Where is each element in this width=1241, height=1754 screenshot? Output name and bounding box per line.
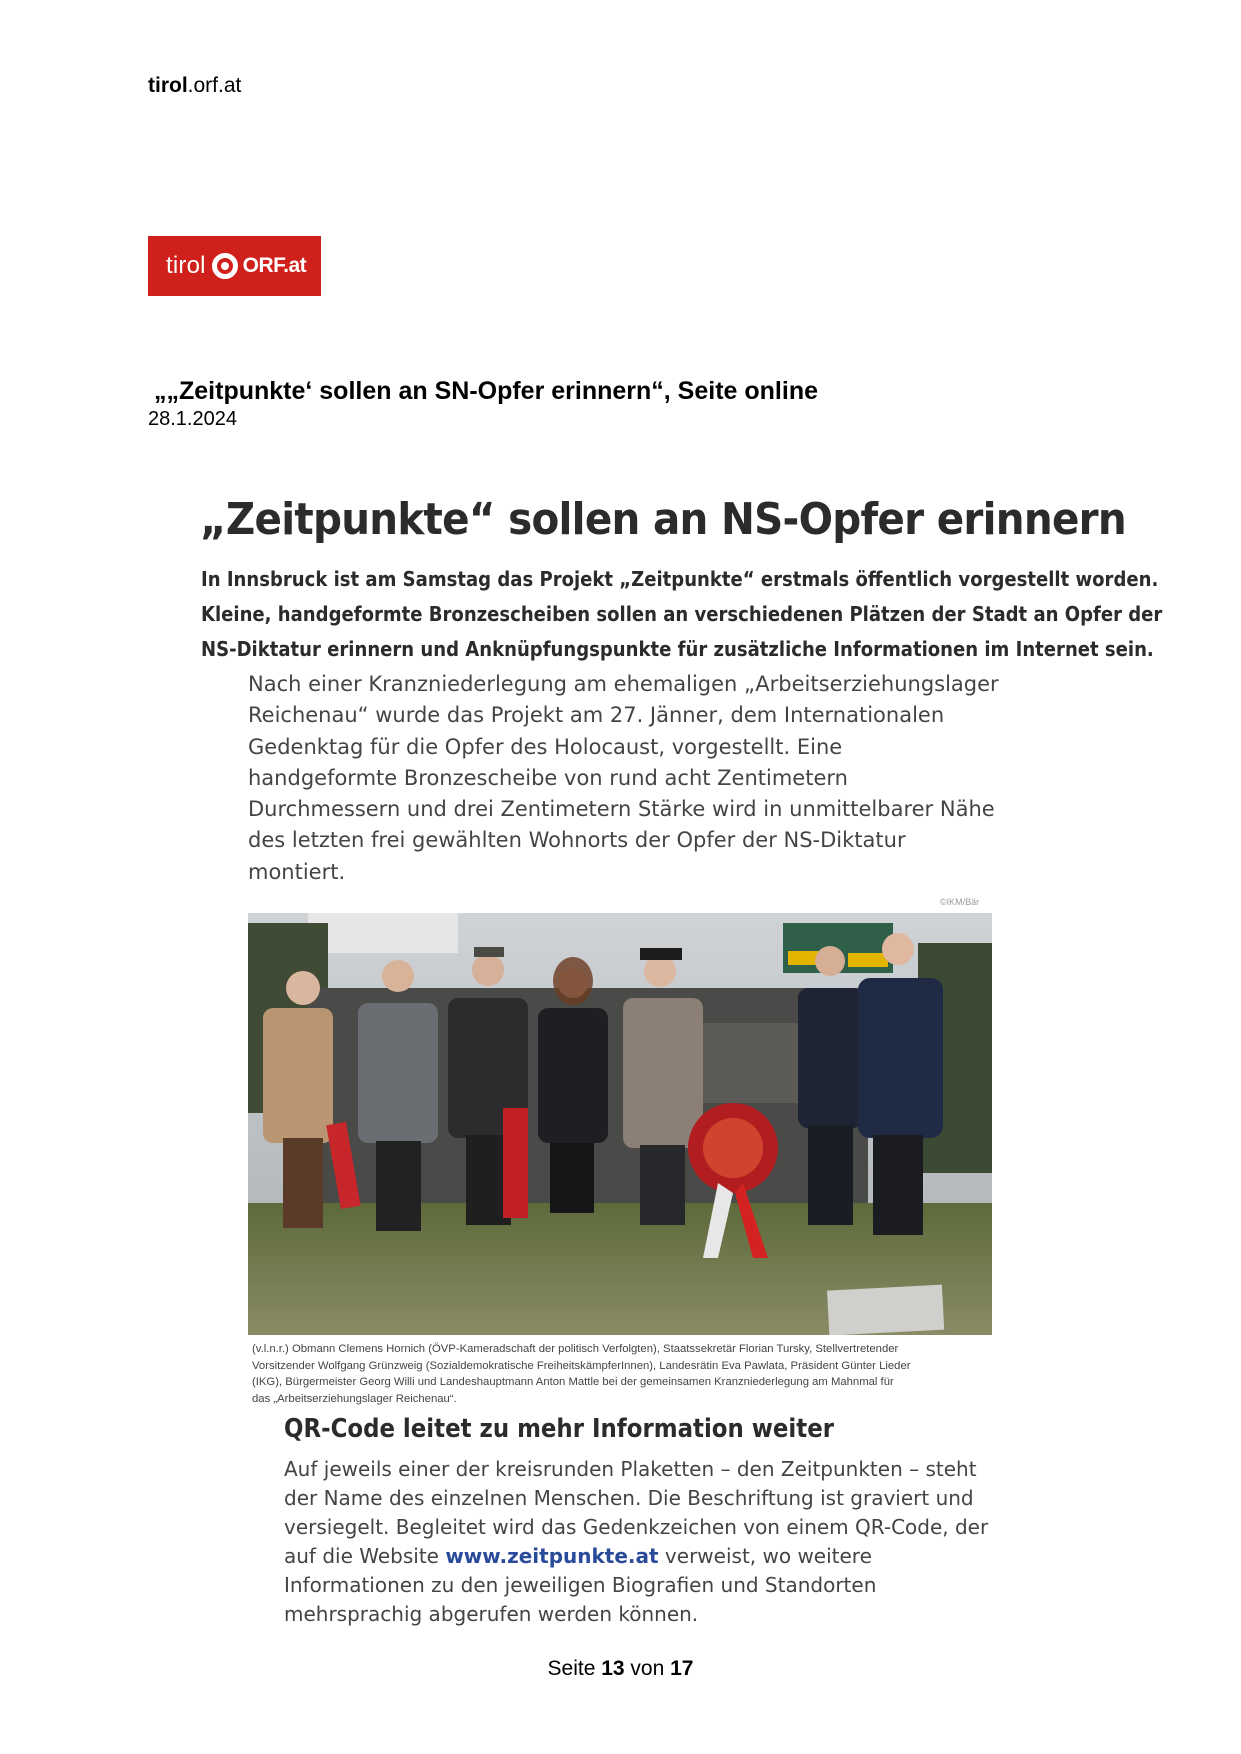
page-number-footer <box>0 1657 1241 1681</box>
body-line: Durchmessern und drei Zentimetern Stärke wird in unmittelbarer Nähe <box>248 797 995 822</box>
body-line: versiegelt. Begleitet wird das Gedenkzeichen von einem QR-Code, der <box>284 1515 989 1539</box>
footer-prefix: Seite <box>547 1657 602 1680</box>
clipping-title: „„Zeitpunkte‘ sollen an SN-Opfer erinnern“, Seite online <box>154 377 818 405</box>
footer-middle: von <box>624 1657 671 1680</box>
body-line: montiert. <box>248 859 346 884</box>
lead-line: NS-Diktatur erinnern und Anknüpfungspunkte für zusätzliche Informationen im Internet sein. <box>201 637 1154 661</box>
photo-caption <box>252 1341 911 1407</box>
orf-tirol-logo <box>148 236 321 296</box>
article-body-paragraph <box>248 669 999 888</box>
clipping-date: 28.1.2024 <box>148 408 237 430</box>
logo-brand: ORF.at <box>242 254 307 277</box>
body-line: Auf jeweils einer der kreisrunden Plaketten – den Zeitpunkten – steht <box>284 1457 977 1481</box>
site-domain-rest: .orf.at <box>187 74 242 97</box>
lead-line: In Innsbruck ist am Samstag das Projekt „Zeitpunkte“ erstmals öffentlich vorgestellt worden. <box>201 567 1159 591</box>
caption-line: das „Arbeitserziehungslager Reichenau“. <box>252 1392 457 1405</box>
total-pages: 17 <box>670 1657 694 1680</box>
lead-line: Kleine, handgeformte Bronzescheiben sollen an verschiedenen Plätzen der Stadt an Opfer der <box>201 602 1163 626</box>
caption-line: Vorsitzender Wolfgang Grünzweig (Sozialdemokratische FreiheitskämpferInnen), Landesrätin Eva Pawlata, Präsident Günter Lieder <box>252 1359 911 1372</box>
site-domain <box>148 74 241 98</box>
caption-line: (v.l.n.r.) Obmann Clemens Hornich (ÖVP-Kameradschaft der politisch Verfolgten), Staatssekretär Florian Tursky, Stellvertretender <box>252 1343 899 1355</box>
body-line: mehrsprachig abgerufen werden können. <box>284 1602 699 1626</box>
link-prefix: auf die Website <box>284 1544 446 1568</box>
body-line: Informationen zu den jeweiligen Biografien und Standorten <box>284 1573 877 1597</box>
body-line: des letzten frei gewählten Wohnorts der Opfer der NS-Diktatur <box>248 828 906 853</box>
article-body-paragraph-2 <box>284 1455 988 1629</box>
logo-word: tirol <box>166 252 206 279</box>
site-domain-bold: tirol <box>148 74 188 97</box>
link-suffix: verweist, wo weitere <box>658 1544 872 1568</box>
body-line-with-link <box>284 1542 988 1571</box>
current-page: 13 <box>601 1657 625 1680</box>
body-line: handgeformte Bronzescheibe von rund acht Zentimetern <box>248 765 848 790</box>
body-line: Nach einer Kranzniederlegung am ehemaligen „Arbeitserziehungslager <box>248 672 999 696</box>
zeitpunkte-website-link[interactable]: www.zeitpunkte.at <box>445 1544 659 1568</box>
article-lead <box>201 562 1163 667</box>
body-line: der Name des einzelnen Menschen. Die Beschriftung ist graviert und <box>284 1486 974 1510</box>
article-headline: „Zeitpunkte“ sollen an NS-Opfer erinnern <box>200 494 1126 545</box>
caption-line: (IKG), Bürgermeister Georg Willi und Landeshauptmann Anton Mattle bei der gemeinsamen Kranzniederlegung am Mahnmal für <box>252 1376 894 1388</box>
body-line: Gedenktag für die Opfer des Holocaust, vorgestellt. Eine <box>248 734 843 759</box>
article-photo <box>248 913 992 1335</box>
photo-credit: ©IKM/Bär <box>940 897 980 907</box>
body-line: Reichenau“ wurde das Projekt am 27. Jänner, dem Internationalen <box>248 703 945 728</box>
article-subheading: QR-Code leitet zu mehr Information weiter <box>284 1414 834 1444</box>
orf-eye-icon <box>212 253 238 279</box>
